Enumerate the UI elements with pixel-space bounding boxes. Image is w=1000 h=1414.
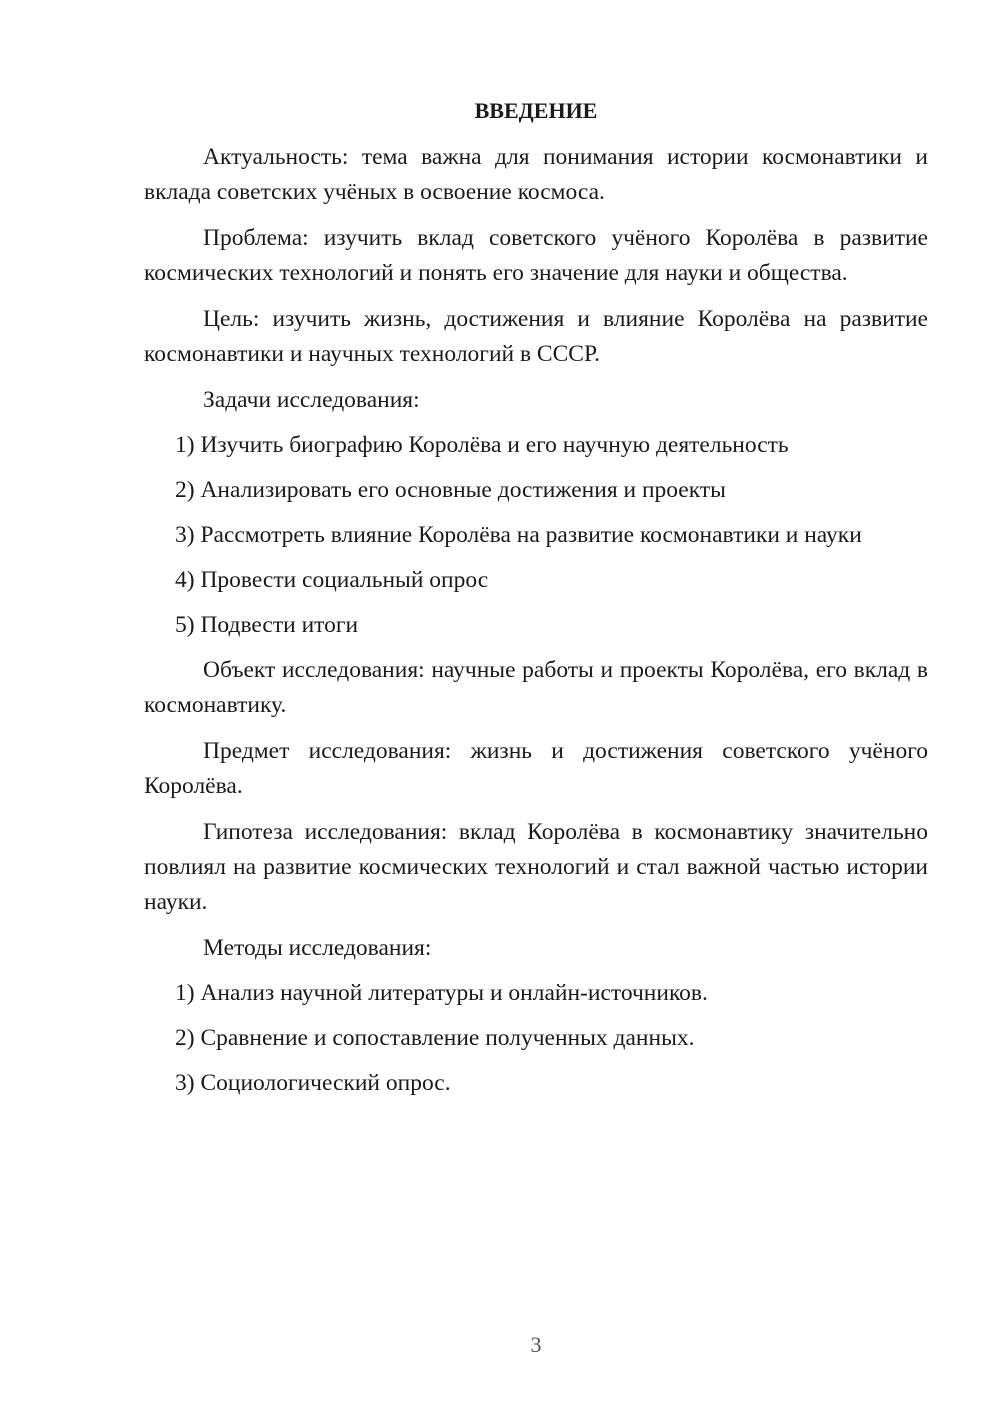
page-number: 3 [530, 1332, 542, 1357]
tasks-heading: Задачи исследования: [203, 387, 420, 413]
task-item: 4) Провести социальный опрос [175, 567, 489, 593]
subject-paragraph: Предмет исследования: жизнь и достижения советского учёного Королёва. [144, 738, 928, 799]
methods-heading: Методы исследования: [203, 935, 432, 961]
task-item: 1) Изучить биографию Королёва и его научную деятельность [175, 432, 789, 458]
goal-paragraph: Цель: изучить жизнь, достижения и влияние Королёва на развитие космонавтики и научных технологий в СССР. [144, 306, 928, 367]
object-paragraph: Объект исследования: научные работы и проекты Королёва, его вклад в космонавтику. [144, 657, 928, 718]
method-item: 3) Социологический опрос. [175, 1070, 451, 1096]
document-body [144, 96, 928, 1111]
method-item: 2) Сравнение и сопоставление полученных данных. [175, 1025, 695, 1051]
page-title: ВВЕДЕНИЕ [474, 98, 598, 123]
hypothesis-paragraph: Гипотеза исследования: вклад Королёва в космонавтику значительно повлиял на развитие космических технологий и стал важной частью истории науки. [144, 819, 928, 915]
task-item: 5) Подвести итоги [175, 612, 359, 638]
problem-paragraph: Проблема: изучить вклад советского учёного Королёва в развитие космических технологий и понять его значение для науки и общества. [144, 225, 928, 286]
relevance-paragraph: Актуальность: тема важна для понимания истории космонавтики и вклада советских учёных в освоение космоса. [144, 144, 928, 205]
task-item: 2) Анализировать его основные достижения и проекты [175, 477, 726, 503]
task-item: 3) Рассмотреть влияние Королёва на развитие космонавтики и науки [175, 522, 862, 548]
method-item: 1) Анализ научной литературы и онлайн-источников. [175, 980, 708, 1006]
